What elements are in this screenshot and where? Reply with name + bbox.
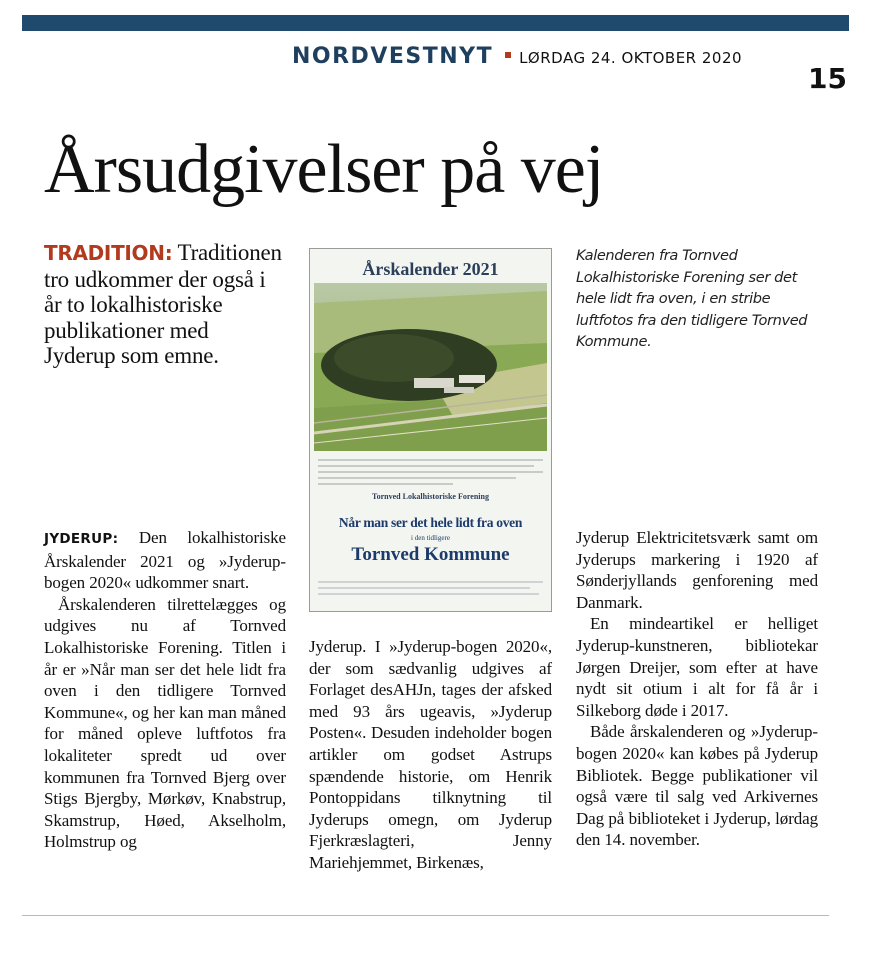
calendar-cover-image (309, 248, 552, 612)
issue-date: LØRDAG 24. OKTOBER 2020 (519, 49, 743, 67)
cover-intro-text-lines (318, 459, 543, 519)
image-caption: Kalenderen fra Tornved Lokalhistoriske Forening ser det hele lidt fra oven, i en stribe luftfotos fra den tidligere Tornved Kommune. (576, 247, 808, 351)
lead-paragraph (44, 240, 284, 369)
body-paragraph: Både årskalenderen og »Jyderup-bogen 2020« kan købes på Jyderup Bibliotek. Begge publikationer vil også være til salg ved Arkivernes Dag på biblioteket i Jyderup, lørdag den 14. november. (576, 722, 818, 850)
body-column-2 (309, 636, 552, 874)
cover-big-title: Tornved Kommune (351, 544, 510, 565)
body-paragraph: Jyderup. I »Jyderup-bogen 2020«, der som sædvanlig udgives af Forlaget desAHJn, tages der afsked med 93 års ugeavis, »Jyderup Posten«. Desuden indeholder bogen artikler om godset Astrups spændende historie, om Henrik Pontoppidans tilknytning til Jyderups omegn, om Jyderup Fjerkræslagteri, Jenny Mariehjemmet, Birkenæs, (309, 637, 552, 872)
aerial-photo (314, 283, 547, 451)
cover-title: Årskalender 2021 (362, 259, 499, 279)
cover-footer-lines (318, 581, 543, 599)
body-paragraph: Årskalenderen tilrettelægges og udgives nu af Tornved Lokalhistoriske Forening. Titlen i år er »Når man ser det hele lidt fra oven i den tidligere Tornved Kommune«, og her kan man måned for måned opleve luftfotos fra lokaliteter spredt ud over kommunen fra Tornved Bjerg over Stigs Bjergby, Mørkøv, Knabstrup, Skamstrup, Høed, Akselholm, Holmstrup og (44, 594, 286, 852)
headline: Årsudgivelser på vej (44, 131, 604, 208)
lead-text: Traditionen tro udkommer der også i år to lokalhistoriske publikationer med Jyderup som emne. (44, 240, 282, 368)
cover-organisation: Tornved Lokalhistoriske Forening (372, 492, 489, 501)
bottom-rule (22, 915, 829, 916)
masthead (292, 44, 742, 72)
body-text: Den lokalhistoriske Årskalender 2021 og »Jyderup-bogen 2020« udkommer snart. (44, 528, 286, 593)
cover-small-text: i den tidligere (411, 534, 450, 542)
body-paragraph: Jyderup Elektricitetsværk samt om Jyderups markering i 1920 af Sønderjyllands genforening med Danmark. (576, 528, 818, 612)
body-paragraph (44, 527, 286, 594)
body-column-3 (576, 527, 818, 851)
dateline: JYDERUP: (44, 531, 119, 547)
lead-kicker: TRADITION: (44, 241, 173, 265)
page-number: 15 (808, 62, 847, 95)
body-paragraph: En mindeartikel er helliget Jyderup-kunstneren, bibliotekar Jørgen Dreijer, som efter at have nydt sit otium i alt for få år i Silkeborg døde i 2017. (576, 614, 818, 720)
top-color-bar (22, 15, 849, 31)
square-bullet-icon (505, 52, 511, 58)
cover-subtitle: Når man ser det hele lidt fra oven (338, 515, 523, 530)
newspaper-name: NORDVESTNYT (292, 44, 494, 69)
body-column-1 (44, 527, 286, 853)
